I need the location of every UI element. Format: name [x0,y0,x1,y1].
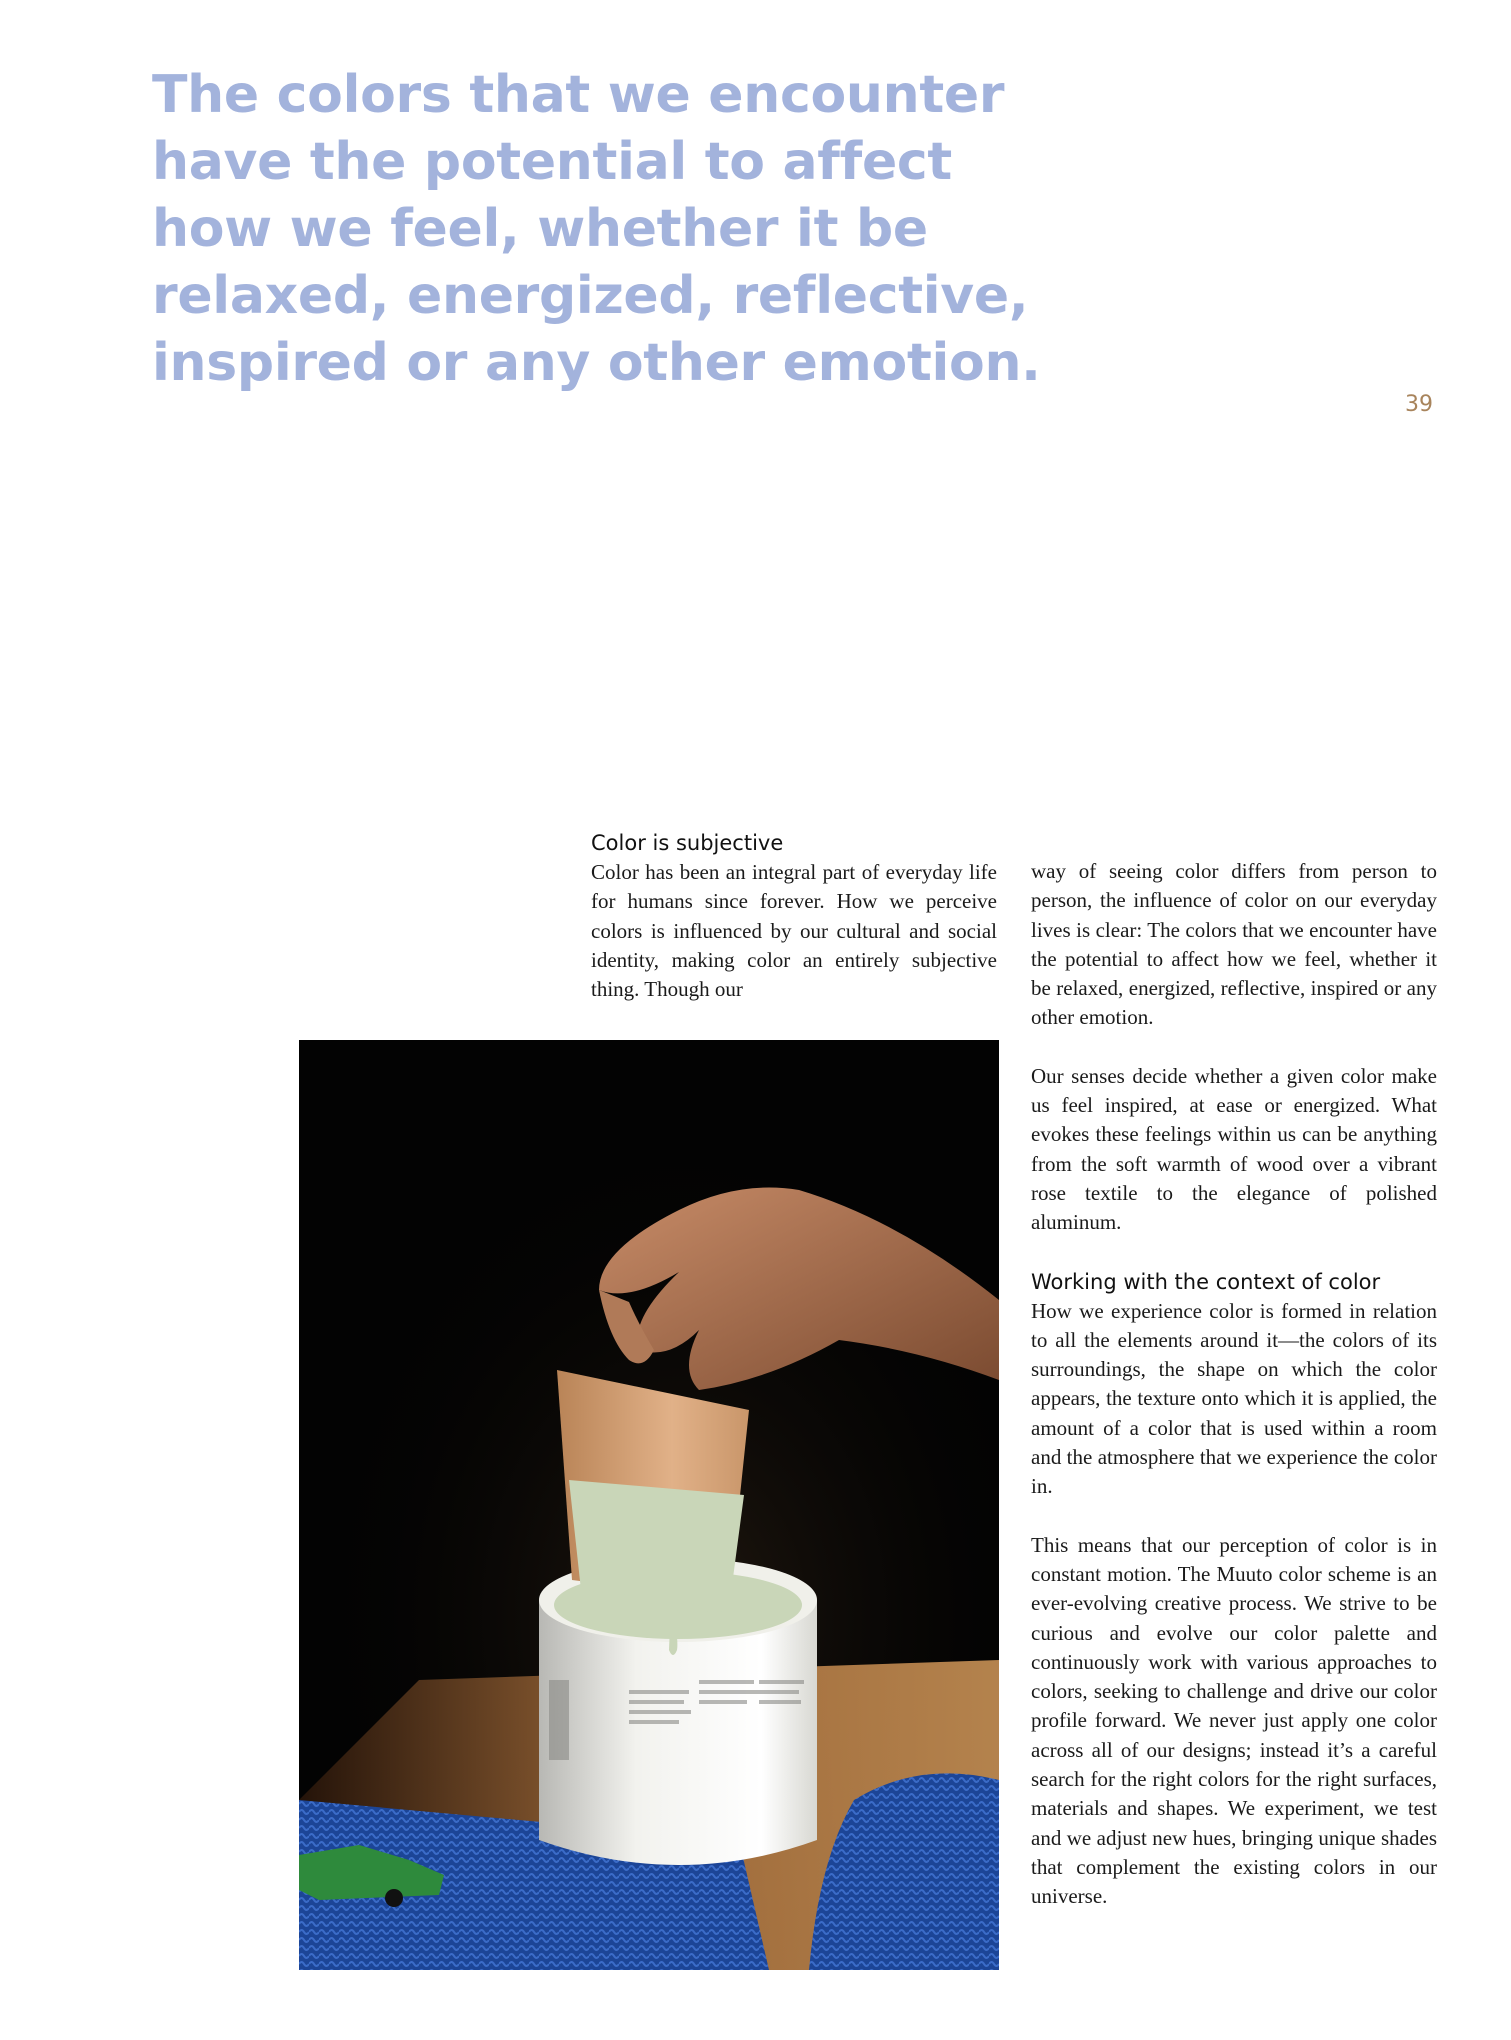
pull-quote: The colors that we encounter have the potential to affect how we feel, whether it be relaxed, energized, reflective, inspired or any other emotion. [152,65,1041,393]
paragraph-intro-left: Color has been an integral part of everyday life for humans since forever. How we perceive colors is influenced by our cultural and social identity, making color an entirely subjective thing. Though our [591,860,997,1002]
paragraph-senses: Our senses decide whether a given color make us feel inspired, at ease or energized. What evokes these feelings within us can be anything from the soft warmth of wood over a vibrant rose textile to the elegance of polished aluminum. [1031,1063,1437,1235]
page-number: 39 [1405,392,1433,417]
paragraph-intro-right: way of seeing color differs from person to person, the influence of color on our everyday lives is clear: The colors that we encounter have the potential to affect how we feel, whether it be relaxed, energized, reflective, inspired or any other emotion. [1031,859,1437,1030]
heading-color-is-subjective: Color is subjective [591,831,784,855]
paragraph-context: How we experience color is formed in relation to all the elements around it—the colors of its surroundings, the shape on which the color appears, the texture onto which it is applied, the amount of a color that is used within a room and the atmosphere that we experience the color in. [1031,1298,1437,1499]
right-column [1031,857,1437,1912]
paint-dip-illustration [299,1040,999,1970]
paint-dip-photo [299,1040,999,1970]
heading-context-of-color: Working with the context of color [1031,1269,1381,1294]
left-column [591,828,997,1004]
paragraph-perception: This means that our perception of color is in constant motion. The Muuto color scheme is an ever-evolving creative process. We strive to be curious and evolve our color palette and continuously work with various approaches to colors, seeking to challenge and drive our color profile forward. We never just apply one color across all of our designs; instead it’s a careful search for the right colors for the right surfaces, materials and shapes. We experiment, we test and we adjust new hues, bringing unique shades that complement the existing colors in our universe. [1031,1532,1437,1909]
